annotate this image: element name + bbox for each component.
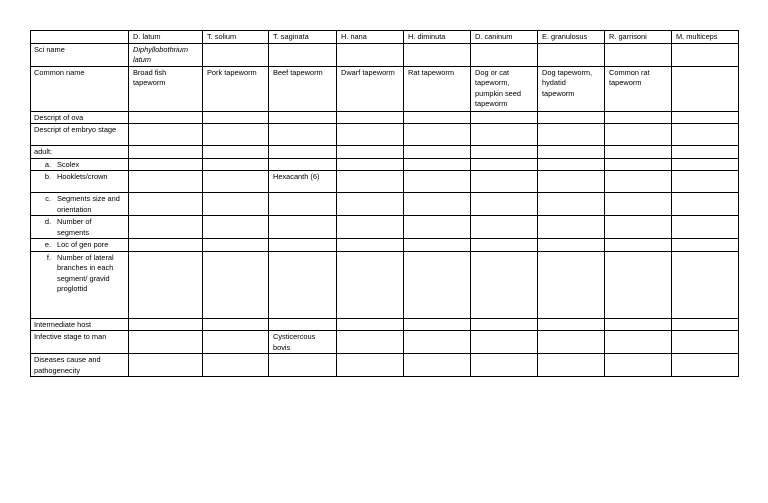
cell-value <box>672 193 739 216</box>
row-label: Descript of embryo stage <box>31 124 129 146</box>
sub-letter: f. <box>46 252 51 262</box>
row-intermediate-host <box>31 318 739 331</box>
cell-value <box>129 239 203 252</box>
cell-value <box>203 193 269 216</box>
cell-value <box>337 158 404 171</box>
cell-value <box>538 216 605 239</box>
cell-value <box>269 216 337 239</box>
row-segments-size <box>31 193 739 216</box>
cell-value <box>404 193 471 216</box>
cell-value <box>269 354 337 377</box>
corner-cell <box>31 31 129 44</box>
row-gen-pore <box>31 239 739 252</box>
cell-value <box>605 111 672 124</box>
cell-value <box>203 216 269 239</box>
row-infective-stage <box>31 331 739 354</box>
header-species: D. latum <box>129 31 203 44</box>
cell-value <box>269 251 337 318</box>
cell-value <box>672 171 739 193</box>
row-label: Sci name <box>31 43 129 66</box>
cell-value: Hexacanth (6) <box>269 171 337 193</box>
cell-value <box>269 193 337 216</box>
cell-value <box>538 354 605 377</box>
cell-value <box>471 193 538 216</box>
cell-value <box>203 146 269 159</box>
row-label: Common name <box>31 66 129 111</box>
cell-value <box>337 331 404 354</box>
sub-letter: d. <box>44 217 51 226</box>
cell-value <box>605 43 672 66</box>
cell-value <box>129 331 203 354</box>
cell-value <box>269 43 337 66</box>
cell-value <box>129 158 203 171</box>
cell-value <box>404 354 471 377</box>
row-label <box>31 171 129 193</box>
row-common-name <box>31 66 739 111</box>
cell-value <box>404 146 471 159</box>
cell-value <box>203 251 269 318</box>
cell-value <box>605 251 672 318</box>
cell-value <box>129 318 203 331</box>
cell-value <box>605 193 672 216</box>
cell-value <box>471 239 538 252</box>
cell-value: Cysticercous bovis <box>269 331 337 354</box>
cell-value <box>605 124 672 146</box>
cell-value <box>672 158 739 171</box>
cell-value <box>672 251 739 318</box>
cell-value <box>269 146 337 159</box>
row-label <box>31 158 129 171</box>
row-label <box>31 239 129 252</box>
cell-value <box>129 216 203 239</box>
cell-value: Dog or cat tapeworm, pumpkin seed tapeworm <box>471 66 538 111</box>
cell-value <box>605 318 672 331</box>
cell-value <box>203 158 269 171</box>
cell-value <box>471 158 538 171</box>
sub-label: Number of segments <box>57 217 92 237</box>
cell-value <box>129 146 203 159</box>
row-label <box>31 193 129 216</box>
header-species: T. saginata <box>269 31 337 44</box>
header-species: T. solium <box>203 31 269 44</box>
cell-value <box>538 124 605 146</box>
cell-value <box>203 354 269 377</box>
cell-value <box>672 216 739 239</box>
cell-value: Dog tapeworm, hydatid tapeworm <box>538 66 605 111</box>
header-species: H. nana <box>337 31 404 44</box>
row-label: Descript of ova <box>31 111 129 124</box>
cell-value <box>672 239 739 252</box>
row-label: Intermediate host <box>31 318 129 331</box>
parasite-comparison-table <box>30 30 739 377</box>
cell-value <box>269 239 337 252</box>
header-species: H. diminuta <box>404 31 471 44</box>
cell-value <box>471 331 538 354</box>
cell-value <box>404 124 471 146</box>
cell-value <box>605 354 672 377</box>
cell-value <box>471 171 538 193</box>
cell-value <box>337 146 404 159</box>
header-row <box>31 31 739 44</box>
cell-value <box>471 124 538 146</box>
sub-label: Hooklets/crown <box>57 172 108 181</box>
cell-value <box>129 171 203 193</box>
cell-value <box>538 331 605 354</box>
row-lateral-branches <box>31 251 739 318</box>
cell-value <box>404 239 471 252</box>
cell-value <box>471 318 538 331</box>
cell-value: Dwarf tapeworm <box>337 66 404 111</box>
cell-value <box>605 331 672 354</box>
cell-value <box>672 331 739 354</box>
cell-value <box>538 43 605 66</box>
header-species: D. caninum <box>471 31 538 44</box>
cell-value <box>538 251 605 318</box>
cell-value <box>538 158 605 171</box>
cell-value <box>538 111 605 124</box>
cell-value <box>605 216 672 239</box>
cell-value <box>538 318 605 331</box>
sub-letter: c. <box>45 194 51 203</box>
cell-value <box>471 146 538 159</box>
cell-value <box>129 354 203 377</box>
row-label <box>31 216 129 239</box>
cell-value <box>404 171 471 193</box>
cell-value <box>404 331 471 354</box>
header-species: M. multiceps <box>672 31 739 44</box>
row-adult <box>31 146 739 159</box>
row-sci-name <box>31 43 739 66</box>
cell-value <box>129 193 203 216</box>
cell-value <box>672 43 739 66</box>
cell-value: Rat tapeworm <box>404 66 471 111</box>
cell-value <box>471 251 538 318</box>
cell-value: Broad fish tapeworm <box>129 66 203 111</box>
sub-letter: b. <box>44 172 51 181</box>
cell-value <box>672 354 739 377</box>
cell-value <box>337 171 404 193</box>
cell-value <box>672 146 739 159</box>
cell-value <box>672 318 739 331</box>
header-species: R. garrisoni <box>605 31 672 44</box>
cell-value <box>538 146 605 159</box>
cell-value: Common rat tapeworm <box>605 66 672 111</box>
cell-value: Diphyllobothrium latum <box>129 43 203 66</box>
cell-value <box>337 354 404 377</box>
sub-label: Loc of gen pore <box>57 240 109 249</box>
row-scolex <box>31 158 739 171</box>
row-label: adult: <box>31 146 129 159</box>
cell-value <box>129 251 203 318</box>
cell-value <box>203 43 269 66</box>
cell-value <box>269 318 337 331</box>
cell-value <box>337 239 404 252</box>
row-ova <box>31 111 739 124</box>
sub-label: Number of lateral branches in each segment/ gravid proglottid <box>57 252 114 293</box>
cell-value: Beef tapeworm <box>269 66 337 111</box>
cell-value <box>203 111 269 124</box>
cell-value <box>471 43 538 66</box>
cell-value <box>337 318 404 331</box>
cell-value <box>404 43 471 66</box>
cell-value <box>203 239 269 252</box>
cell-value <box>672 124 739 146</box>
cell-value <box>605 158 672 171</box>
row-label <box>31 251 129 318</box>
row-label: Diseases cause and pathogenecity <box>31 354 129 377</box>
row-diseases <box>31 354 739 377</box>
cell-value <box>404 158 471 171</box>
sub-letter: a. <box>44 159 51 169</box>
cell-value <box>605 146 672 159</box>
cell-value <box>471 354 538 377</box>
cell-value <box>203 124 269 146</box>
cell-value <box>269 158 337 171</box>
cell-value <box>269 111 337 124</box>
cell-value <box>203 331 269 354</box>
cell-value <box>404 251 471 318</box>
cell-value: Pork tapeworm <box>203 66 269 111</box>
row-embryo <box>31 124 739 146</box>
cell-value <box>269 124 337 146</box>
sub-label: Segments size and orientation <box>57 194 120 214</box>
cell-value <box>337 111 404 124</box>
cell-value <box>605 171 672 193</box>
cell-value <box>672 66 739 111</box>
cell-value <box>203 318 269 331</box>
cell-value <box>538 193 605 216</box>
cell-value <box>404 318 471 331</box>
cell-value <box>672 111 739 124</box>
cell-value <box>337 43 404 66</box>
cell-value <box>471 111 538 124</box>
cell-value <box>471 216 538 239</box>
sub-letter: e. <box>44 240 51 249</box>
cell-value <box>538 239 605 252</box>
cell-value <box>337 193 404 216</box>
row-hooklets <box>31 171 739 193</box>
cell-value <box>404 111 471 124</box>
cell-value <box>605 239 672 252</box>
cell-value <box>538 171 605 193</box>
row-num-segments <box>31 216 739 239</box>
cell-value <box>404 216 471 239</box>
cell-value <box>337 251 404 318</box>
row-label: Infective stage to man <box>31 331 129 354</box>
cell-value <box>129 124 203 146</box>
cell-value <box>129 111 203 124</box>
cell-value <box>337 216 404 239</box>
sub-label: Scolex <box>57 159 80 169</box>
header-species: E. granulosus <box>538 31 605 44</box>
cell-value <box>337 124 404 146</box>
cell-value <box>203 171 269 193</box>
